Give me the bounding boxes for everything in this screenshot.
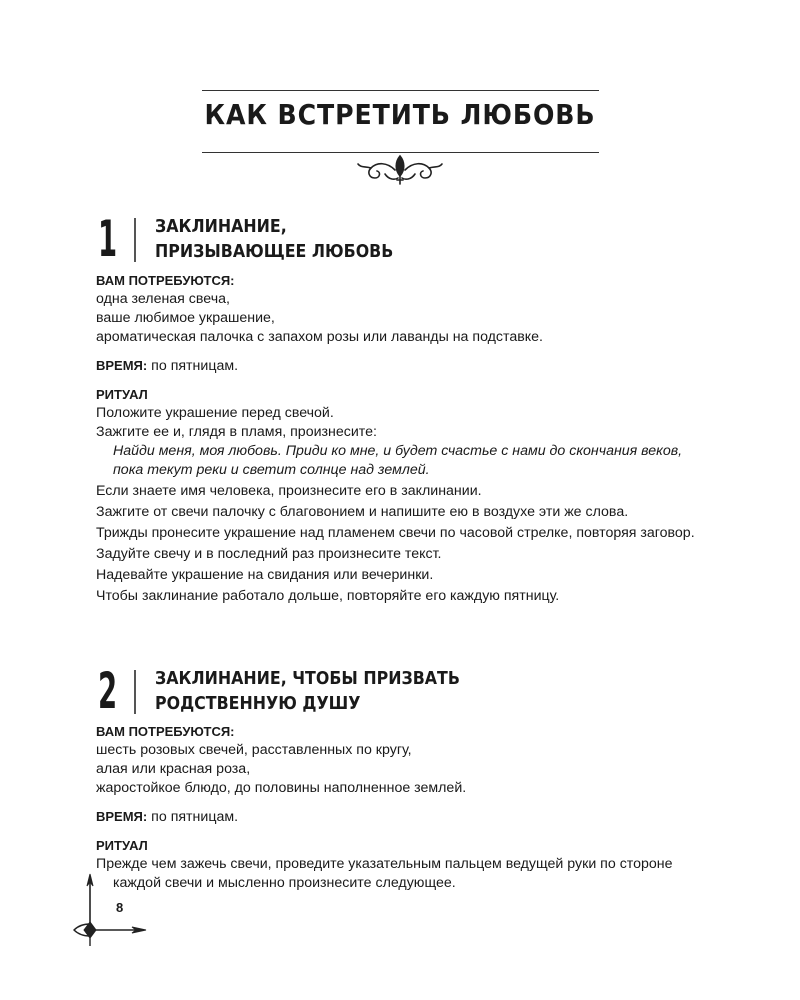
needs-label: ВАМ ПОТРЕБУЮТСЯ: [96,273,235,288]
time-value: по пятницам. [147,358,239,374]
section-title-line: ЗАКЛИНАНИЕ, ЧТОБЫ ПРИЗВАТЬ [155,668,460,689]
incantation-text: Найди меня, моя любовь. Приди ко мне, и будет счастье с нами до скончания веков, пока текут реки и светит солнце над землей. [113,443,683,478]
time-value: по пятницам. [147,809,239,825]
flourish-ornament-icon [355,152,445,188]
section-1-body [96,271,716,606]
ritual-step: Прежде чем зажечь свечи, проведите указательным пальцем ведущей руки по стороне каждой свечи и мысленно произнесите следующее. [96,856,673,891]
ritual-step: Задуйте свечу и в последний раз произнесите текст. [96,546,442,562]
ritual-step: Если знаете имя человека, произнесите его в заклинании. [96,483,482,499]
section-2-body [96,722,716,893]
section-number: 2 [98,662,118,720]
ritual-step: Надевайте украшение на свидания или вечеринки. [96,567,434,583]
needs-item: шесть розовых свечей, расставленных по кругу, [96,742,412,758]
ritual-step: Положите украшение перед свечой. [96,405,334,421]
needs-label: ВАМ ПОТРЕБУЮТСЯ: [96,724,235,739]
section-number: 1 [98,210,118,268]
time-line [96,356,716,376]
needs-item: алая или красная роза, [96,761,251,777]
section-title [155,666,460,716]
time-label: ВРЕМЯ: [96,809,148,824]
title-top-rule [202,90,599,91]
section-title-line: ЗАКЛИНАНИЕ, [155,216,287,237]
ritual-step: Чтобы заклинание работало дольше, повторяйте его каждую пятницу. [96,588,560,604]
needs-item: одна зеленая свеча, [96,291,230,307]
ritual-label: РИТУАЛ [96,387,148,402]
page-number: 8 [116,900,124,915]
needs-item: ваше любимое украшение, [96,310,275,326]
section-title-line: ПРИЗЫВАЮЩЕЕ ЛЮБОВЬ [155,241,394,262]
time-label: ВРЕМЯ: [96,358,148,373]
ritual-step: Трижды пронесите украшение над пламенем свечи по часовой стрелке, повторяя заговор. [96,525,695,541]
page-title: КАК ВСТРЕТИТЬ ЛЮБОВЬ [204,98,596,131]
section-divider [134,218,136,262]
ritual-label: РИТУАЛ [96,838,148,853]
needs-item: жаростойкое блюдо, до половины наполненное землей. [96,780,467,796]
ritual-step: Зажгите ее и, глядя в пламя, произнесите: [96,424,377,440]
section-divider [134,670,136,714]
corner-ornament-icon [70,872,150,952]
time-line [96,807,716,827]
ritual-step: Зажгите от свечи палочку с благовонием и напишите ею в воздухе эти же слова. [96,504,629,520]
needs-item: ароматическая палочка с запахом розы или лаванды на подставке. [96,329,543,345]
section-title-line: РОДСТВЕННУЮ ДУШУ [155,693,361,714]
section-title [155,214,393,264]
